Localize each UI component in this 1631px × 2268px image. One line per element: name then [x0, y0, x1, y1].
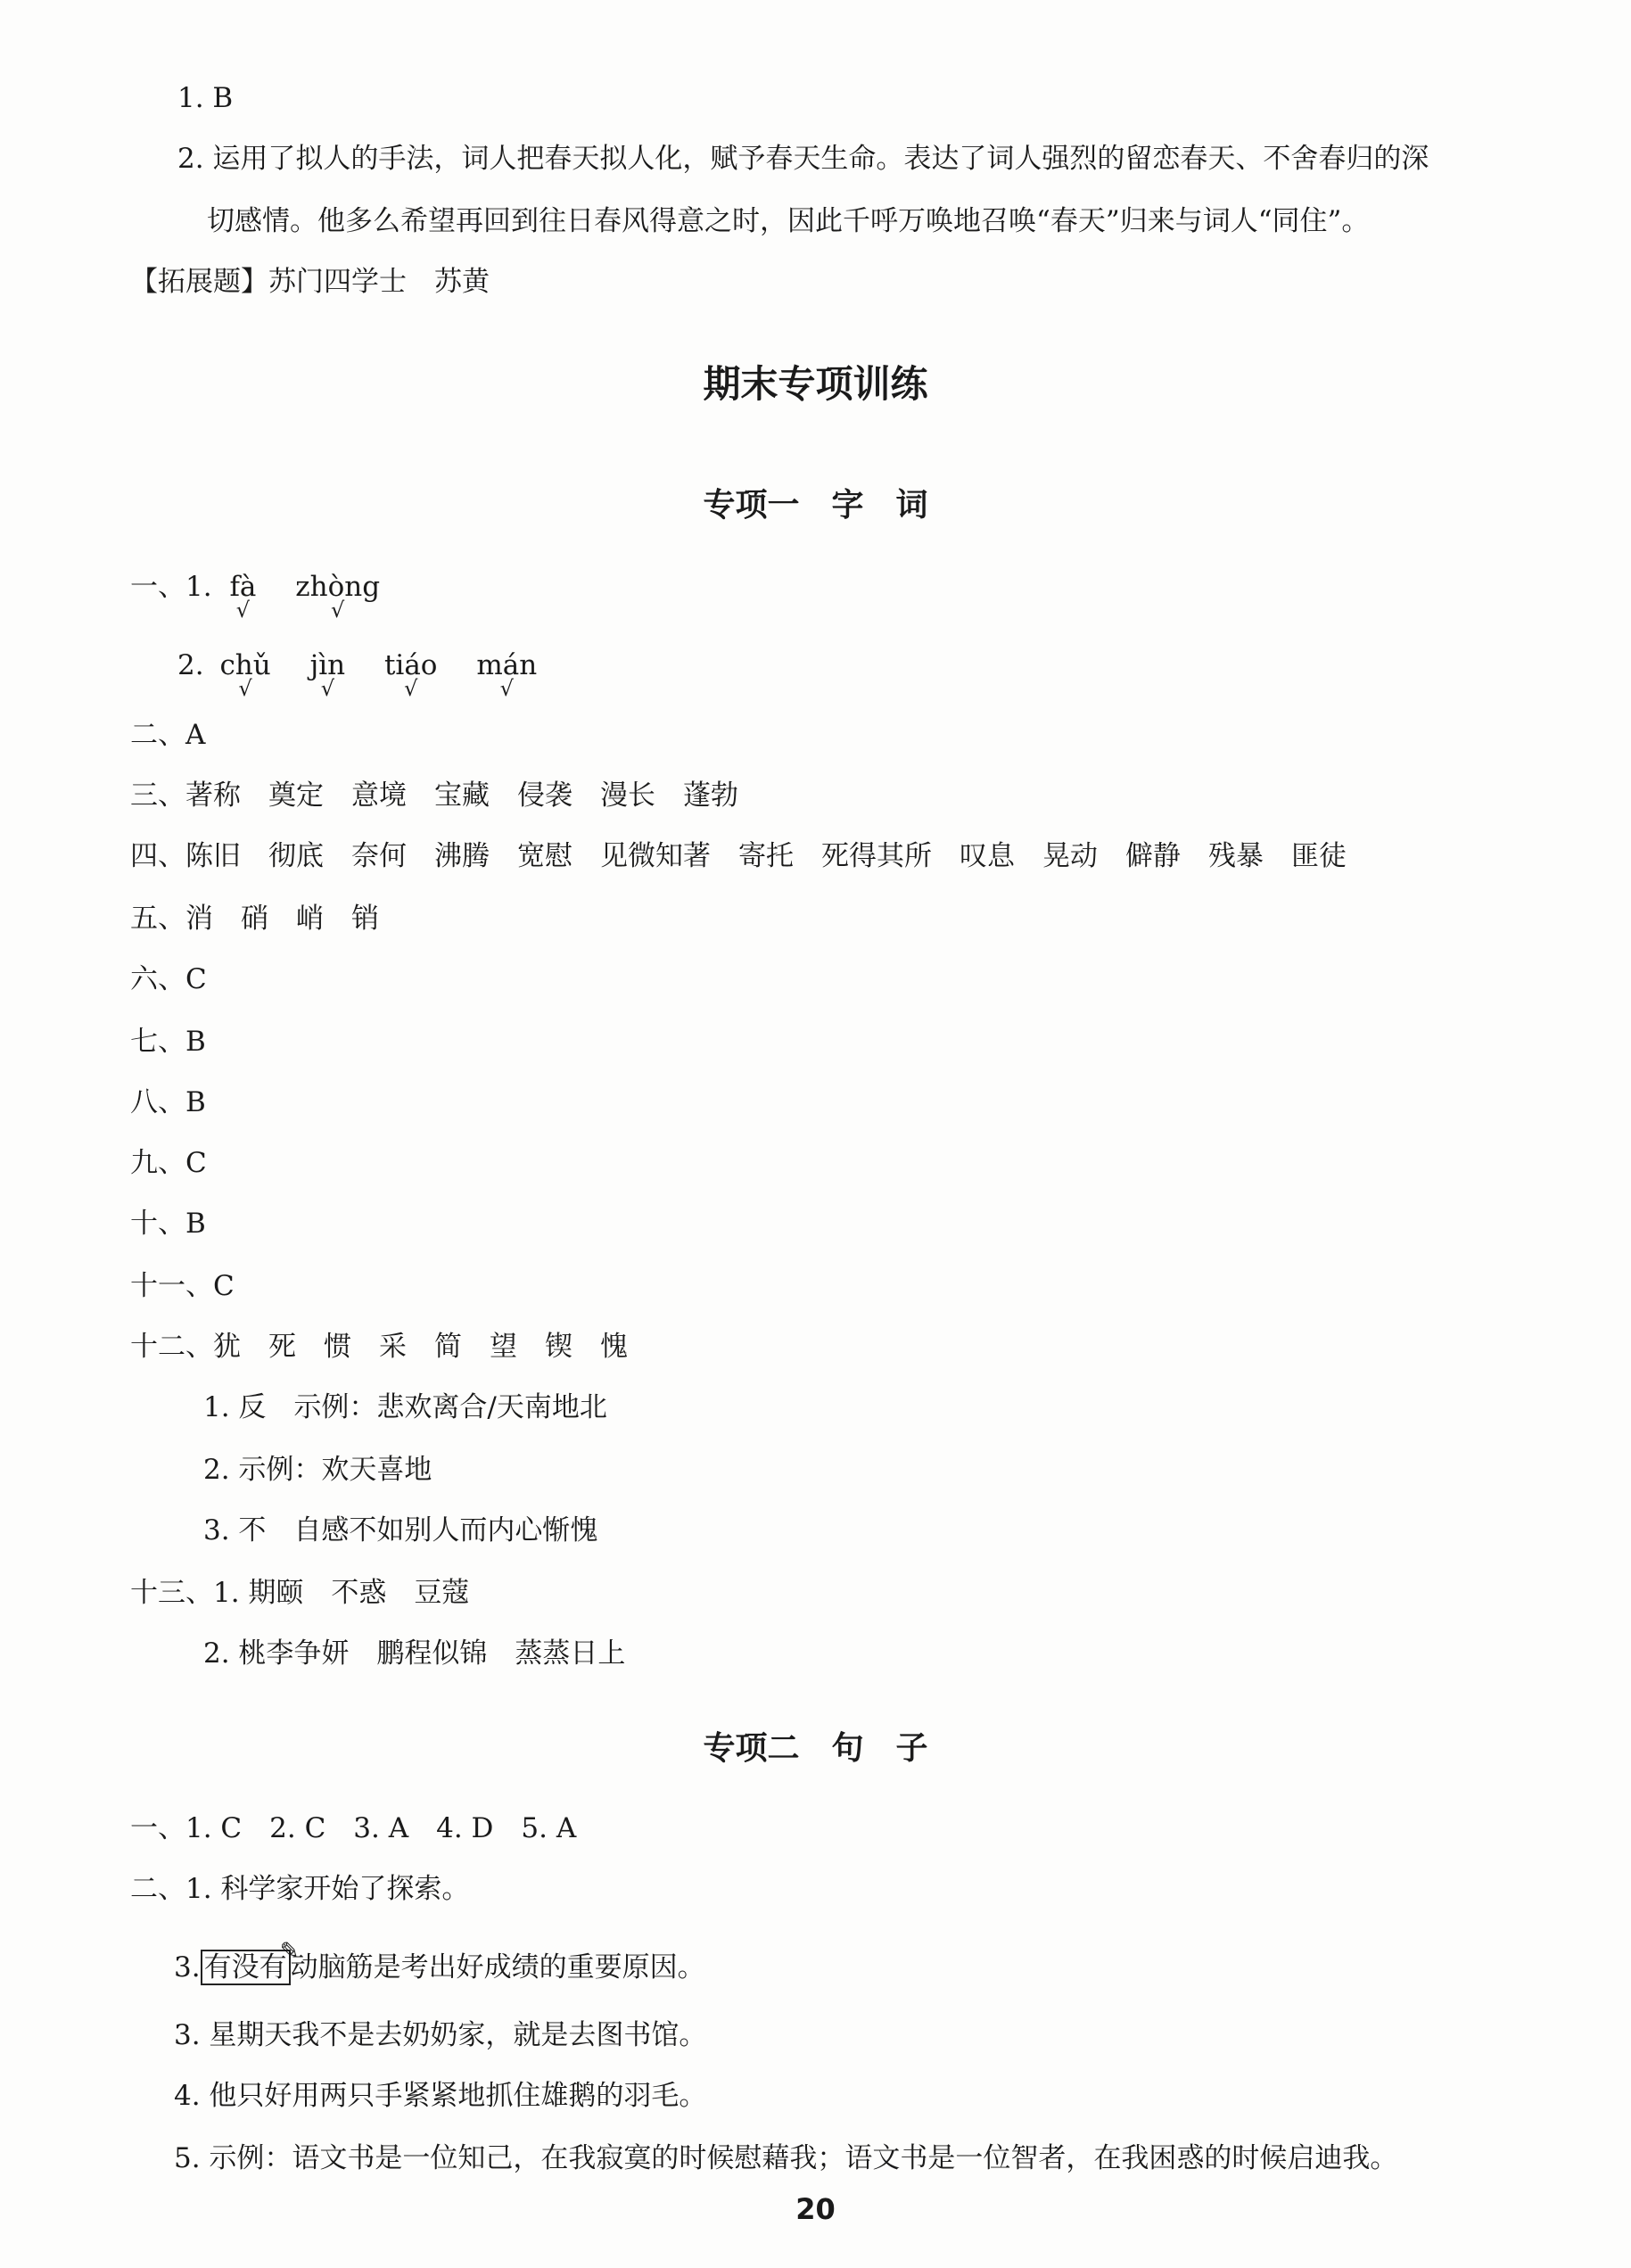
extension-answer: 【拓展题】苏门四学士 苏黄	[130, 266, 490, 298]
topic-title: 专项二 句 子	[703, 1730, 928, 1767]
answer-line: 4. 他只好用两只手紧紧地抓住雄鹅的羽毛。	[174, 2080, 707, 2112]
inserted-words-box: 有没有 ✎	[201, 1950, 291, 1985]
pinyin-item: tiáo √	[384, 647, 438, 683]
pinyin-item: jìn √	[310, 647, 346, 683]
answer-line: 十一、C	[130, 1270, 235, 1302]
check-mark-icon: √	[235, 598, 251, 623]
answer-line: 一、1. C 2. C 3. A 4. D 5. A	[130, 1812, 577, 1844]
answer-line: 六、C	[130, 963, 207, 995]
answer-line: 3. 不 自感不如别人而内心惭愧	[203, 1514, 598, 1546]
page-number: 20	[795, 2192, 836, 2226]
answer-line: 3. 星期天我不是去奶奶家，就是去图书馆。	[174, 2019, 707, 2051]
answer-line: 二、A	[130, 719, 206, 751]
check-mark-icon: √	[499, 676, 514, 701]
question-number: 一、1.	[130, 571, 212, 603]
question-number: 2.	[177, 649, 204, 681]
answer-line: 5. 示例：语文书是一位知己，在我寂寞的时候慰藉我；语文书是一位智者，在我困惑的时候启迪我。	[174, 2142, 1398, 2174]
check-mark-icon: √	[320, 676, 334, 701]
section-title: 期末专项训练	[703, 362, 928, 406]
answer-line: 2. 示例：欢天喜地	[203, 1454, 432, 1486]
answer-line: 九、C	[130, 1147, 207, 1179]
answer-line: 1. B	[177, 82, 234, 114]
answer-line: 四、陈旧 彻底 奈何 沸腾 宽慰 见微知著 寄托 死得其所 叹息 晃动 僻静 残暴 匪徒	[130, 840, 1347, 872]
answer-line: 切感情。他多么希望再回到往日春风得意之时，因此千呼万唤地召唤“春天”归来与词人“同住”。	[207, 205, 1370, 237]
answer-line: 2. 桃李争妍 鹏程似锦 蒸蒸日上	[203, 1637, 626, 1670]
answer-line: 2. 运用了拟人的手法，词人把春天拟人化，赋予春天生命。表达了词人强烈的留恋春天、不舍春归的深	[177, 143, 1429, 175]
answer-line: 十、B	[130, 1208, 206, 1240]
pinyin-item: fà √	[229, 569, 256, 605]
pinyin-answer-1	[130, 569, 410, 623]
answer-line: 五、消 硝 峭 销	[130, 903, 379, 935]
check-mark-icon: √	[404, 676, 418, 701]
pen-icon: ✎	[279, 1938, 300, 1965]
answer-line: 十三、1. 期颐 不惑 豆蔻	[130, 1577, 470, 1609]
answer-line: 三、著称 奠定 意境 宝藏 侵袭 漫长 蓬勃	[130, 779, 738, 812]
pinyin-item: mán √	[476, 647, 537, 683]
answer-line: 1. 反 示例：悲欢离合/天南地北	[203, 1391, 607, 1423]
answer-line: 八、B	[130, 1086, 206, 1118]
answer-line: 七、B	[130, 1026, 206, 1058]
pinyin-item: zhòng √	[295, 569, 380, 605]
check-mark-icon: √	[238, 676, 252, 701]
question-number: 3.	[174, 1951, 201, 1983]
check-mark-icon: √	[331, 598, 345, 623]
answer-line: 十二、犹 死 惯 采 简 望 锲 愧	[130, 1331, 628, 1363]
answer-line: 二、1. 科学家开始了探索。	[130, 1873, 470, 1905]
pinyin-answer-2	[177, 647, 567, 701]
topic-title: 专项一 字 词	[703, 487, 928, 524]
sentence-rest: 动脑筋是考出好成绩的重要原因。	[290, 1951, 705, 1983]
answer-line-correction	[174, 1938, 705, 1985]
pinyin-item: chǔ √	[219, 647, 270, 683]
